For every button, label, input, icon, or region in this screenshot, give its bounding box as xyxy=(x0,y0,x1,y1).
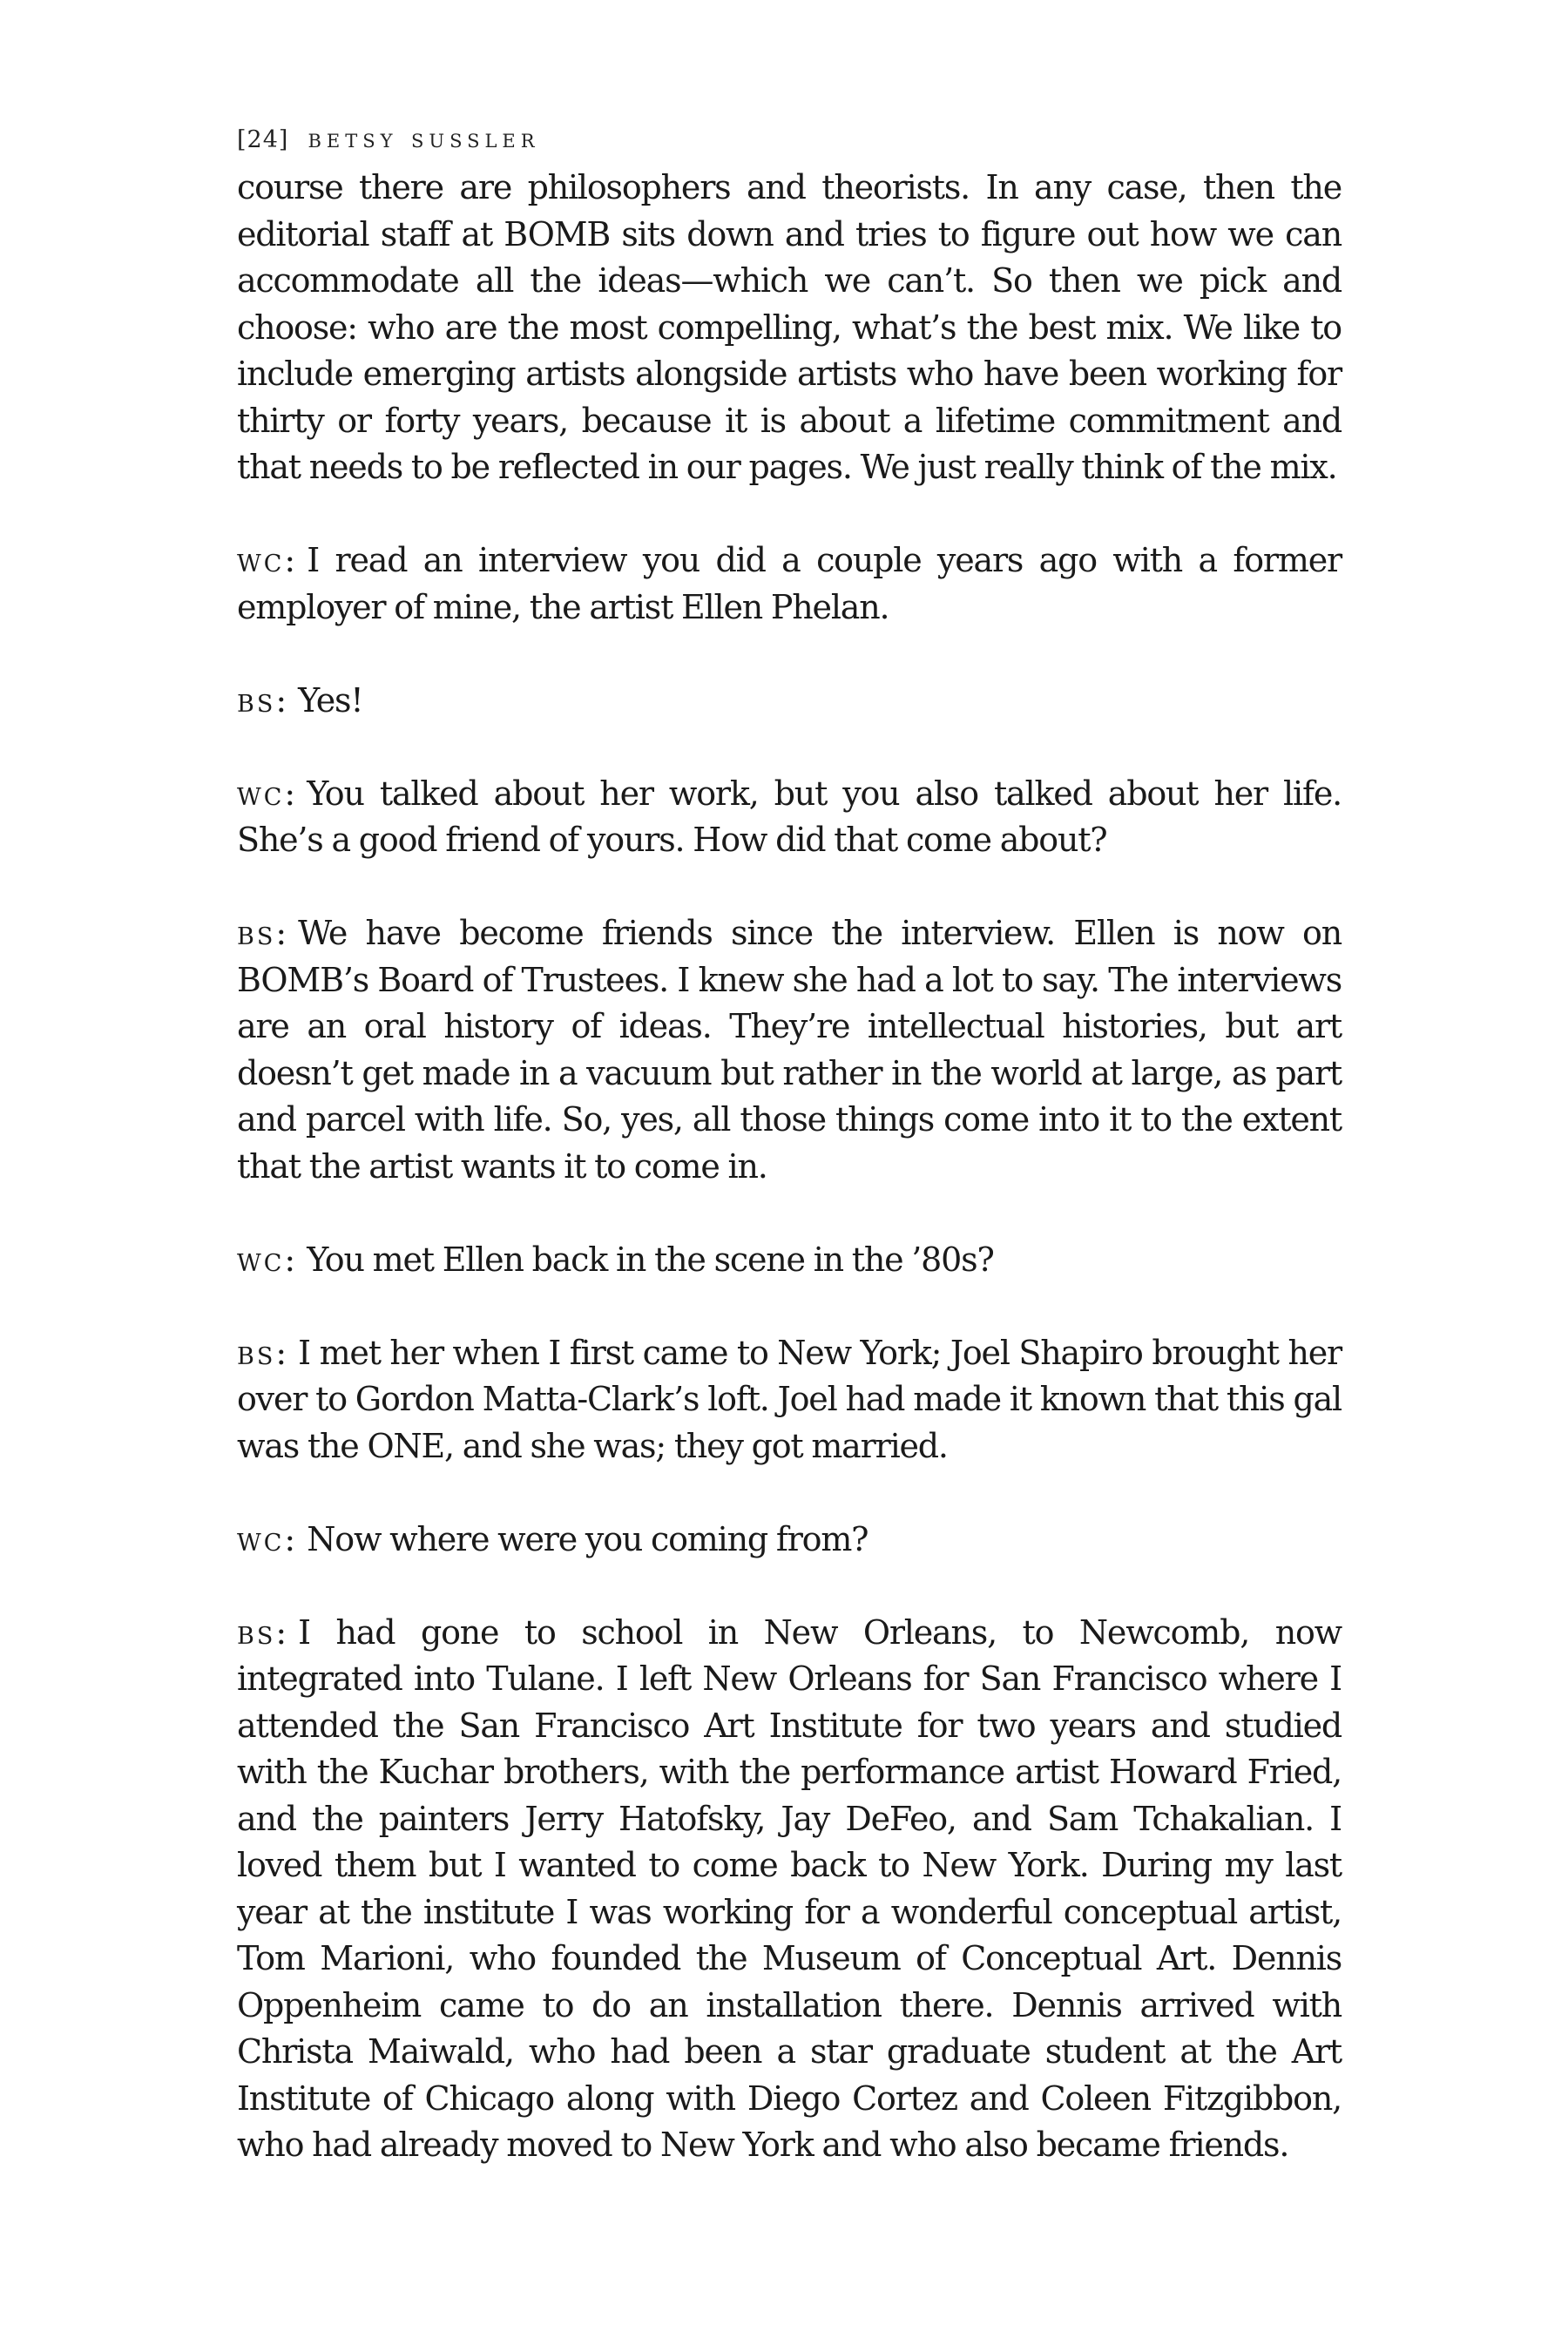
book-page xyxy=(237,122,1342,2169)
paragraph-wc-3 xyxy=(237,1237,1342,1284)
paragraph-bs-4 xyxy=(237,1610,1342,2169)
paragraph-text: I had gone to school in New Orleans, to Newcomb, now integrated into Tulane. I left New Orleans for San Francisco where I attended the San Francisco Art Institute for two years and studied with the Kuchar brothers, with the performance artist Howard Fried, and the painters Jerry Hatofsky, Jay DeFeo, and Sam Tchakalian. I loved them but I wanted to come back to New York. During my last year at the institute I was working for a wonderful conceptual artist, Tom Marioni, who founded the Museum of Conceptual Art. Dennis Oppenheim came to do an installation there. Dennis arrived with Christa Maiwald, who had been a star graduate student at the Art Institute of Chicago along with Diego Cortez and Coleen Fitzgibbon, who had already moved to New York and who also became friends. xyxy=(237,1612,1342,2164)
paragraph-bs-2 xyxy=(237,910,1342,1190)
speaker-label: bs: xyxy=(237,1333,290,1372)
paragraph-wc-2 xyxy=(237,771,1342,864)
running-head xyxy=(237,122,1342,158)
paragraph-bs-1 xyxy=(237,678,1342,725)
paragraph-text: You met Ellen back in the scene in the ’80s? xyxy=(307,1240,994,1279)
speaker-label: bs: xyxy=(237,680,290,720)
running-head-author: betsy sussler xyxy=(308,124,540,154)
paragraph-wc-4 xyxy=(237,1517,1342,1564)
paragraph-text: We have become friends since the interview. Ellen is now on BOMB’s Board of Trustees. I knew she had a lot to say. The interviews are an oral history of ideas. They’re intellectual histories, but art doesn’t get made in a vacuum but rather in the world at large, as part and parcel with life. So, yes, all those things come into it to the extent that the artist wants it to come in. xyxy=(237,914,1342,1186)
page-number: [24] xyxy=(237,126,289,153)
paragraph-text: Now where were you coming from? xyxy=(307,1519,868,1558)
paragraph-wc-1 xyxy=(237,537,1342,631)
speaker-label: wc: xyxy=(237,541,299,579)
paragraph-text: I met her when I first came to New York; Joel Shapiro brought her over to Gordon Matta-Clark’s loft. Joel had made it known that this gal was the ONE, and she was; they got married. xyxy=(237,1333,1342,1465)
speaker-label: bs: xyxy=(237,1612,290,1652)
paragraph-continued xyxy=(237,165,1342,491)
paragraph-text: I read an interview you did a couple years ago with a former employer of mine, the artist Ellen Phelan. xyxy=(237,541,1342,626)
speaker-label: wc: xyxy=(237,1519,299,1558)
speaker-label: wc: xyxy=(237,774,299,813)
paragraph-text: You talked about her work, but you also talked about her life. She’s a good friend of yours. How did that come about? xyxy=(237,774,1342,859)
paragraph-bs-3 xyxy=(237,1330,1342,1470)
speaker-label: wc: xyxy=(237,1240,299,1279)
paragraph-text: Yes! xyxy=(298,680,363,720)
speaker-label: bs: xyxy=(237,914,290,952)
paragraph-text: course there are philosophers and theorists. In any case, then the editorial staff at BOMB sits down and tries to figure out how we can accommodate all the ideas—which we can’t. So then we pick and choose: who are the most compelling, what’s the best mix. We like to include emerging artists alongside artists who have been working for thirty or forty years, because it is about a lifetime commitment and that needs to be reflected in our pages. We just really think of the mix. xyxy=(237,168,1342,486)
